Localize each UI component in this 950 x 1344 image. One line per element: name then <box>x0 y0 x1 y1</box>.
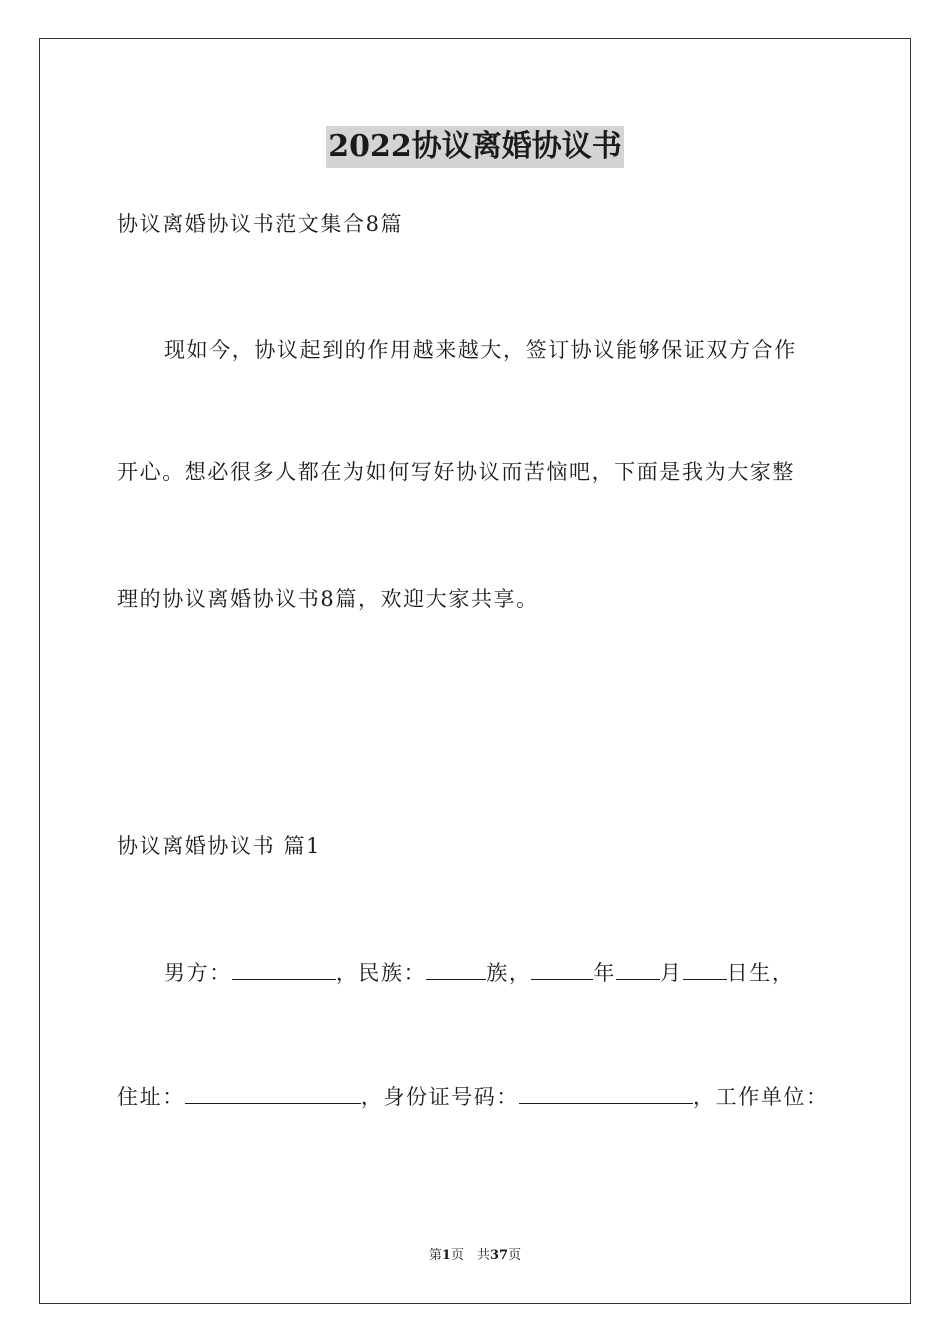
address-blank[interactable] <box>185 1081 361 1104</box>
footer-current-page: 1 <box>441 1248 451 1263</box>
male-label: 男方： <box>164 961 232 985</box>
footer-page-suffix: 页 <box>508 1248 522 1263</box>
year-label: 年 <box>593 961 617 985</box>
id-label: ，身份证号码： <box>360 1085 520 1109</box>
document-subtitle: 协议离婚协议书范文集合8篇 <box>117 212 404 236</box>
section-heading: 协议离婚协议书 篇1 <box>117 834 322 858</box>
ethnicity-label: ，民族： <box>335 961 427 985</box>
document-title: 2022协议离婚协议书 <box>326 126 624 168</box>
intro-paragraph-line-2: 开心。想必很多人都在为如何写好协议而苦恼吧，下面是我为大家整 <box>117 460 795 484</box>
birth-day-blank[interactable] <box>683 957 727 980</box>
month-label: 月 <box>660 961 683 985</box>
birth-suffix: 日生， <box>726 961 795 985</box>
male-info-line <box>164 957 794 988</box>
intro-paragraph-line-3: 理的协议离婚协议书8篇，欢迎大家共享。 <box>117 587 539 611</box>
birth-year-blank[interactable] <box>531 957 593 980</box>
id-number-blank[interactable] <box>519 1081 693 1104</box>
footer-page-mid: 页 共 <box>450 1248 490 1263</box>
ethnicity-suffix: 族， <box>486 961 532 985</box>
ethnicity-blank[interactable] <box>426 957 486 980</box>
footer-total-pages: 37 <box>489 1248 509 1263</box>
address-label: 住址： <box>117 1085 185 1109</box>
birth-month-blank[interactable] <box>616 957 660 980</box>
work-unit-label: ，工作单位： <box>693 1085 829 1109</box>
title-container <box>0 126 950 168</box>
male-name-blank[interactable] <box>232 957 336 980</box>
intro-paragraph-line-1: 现如今，协议起到的作用越来越大，签订协议能够保证双方合作 <box>164 338 797 362</box>
footer-page-prefix: 第 <box>428 1248 442 1263</box>
page-footer <box>0 1247 950 1265</box>
address-line <box>117 1081 829 1112</box>
